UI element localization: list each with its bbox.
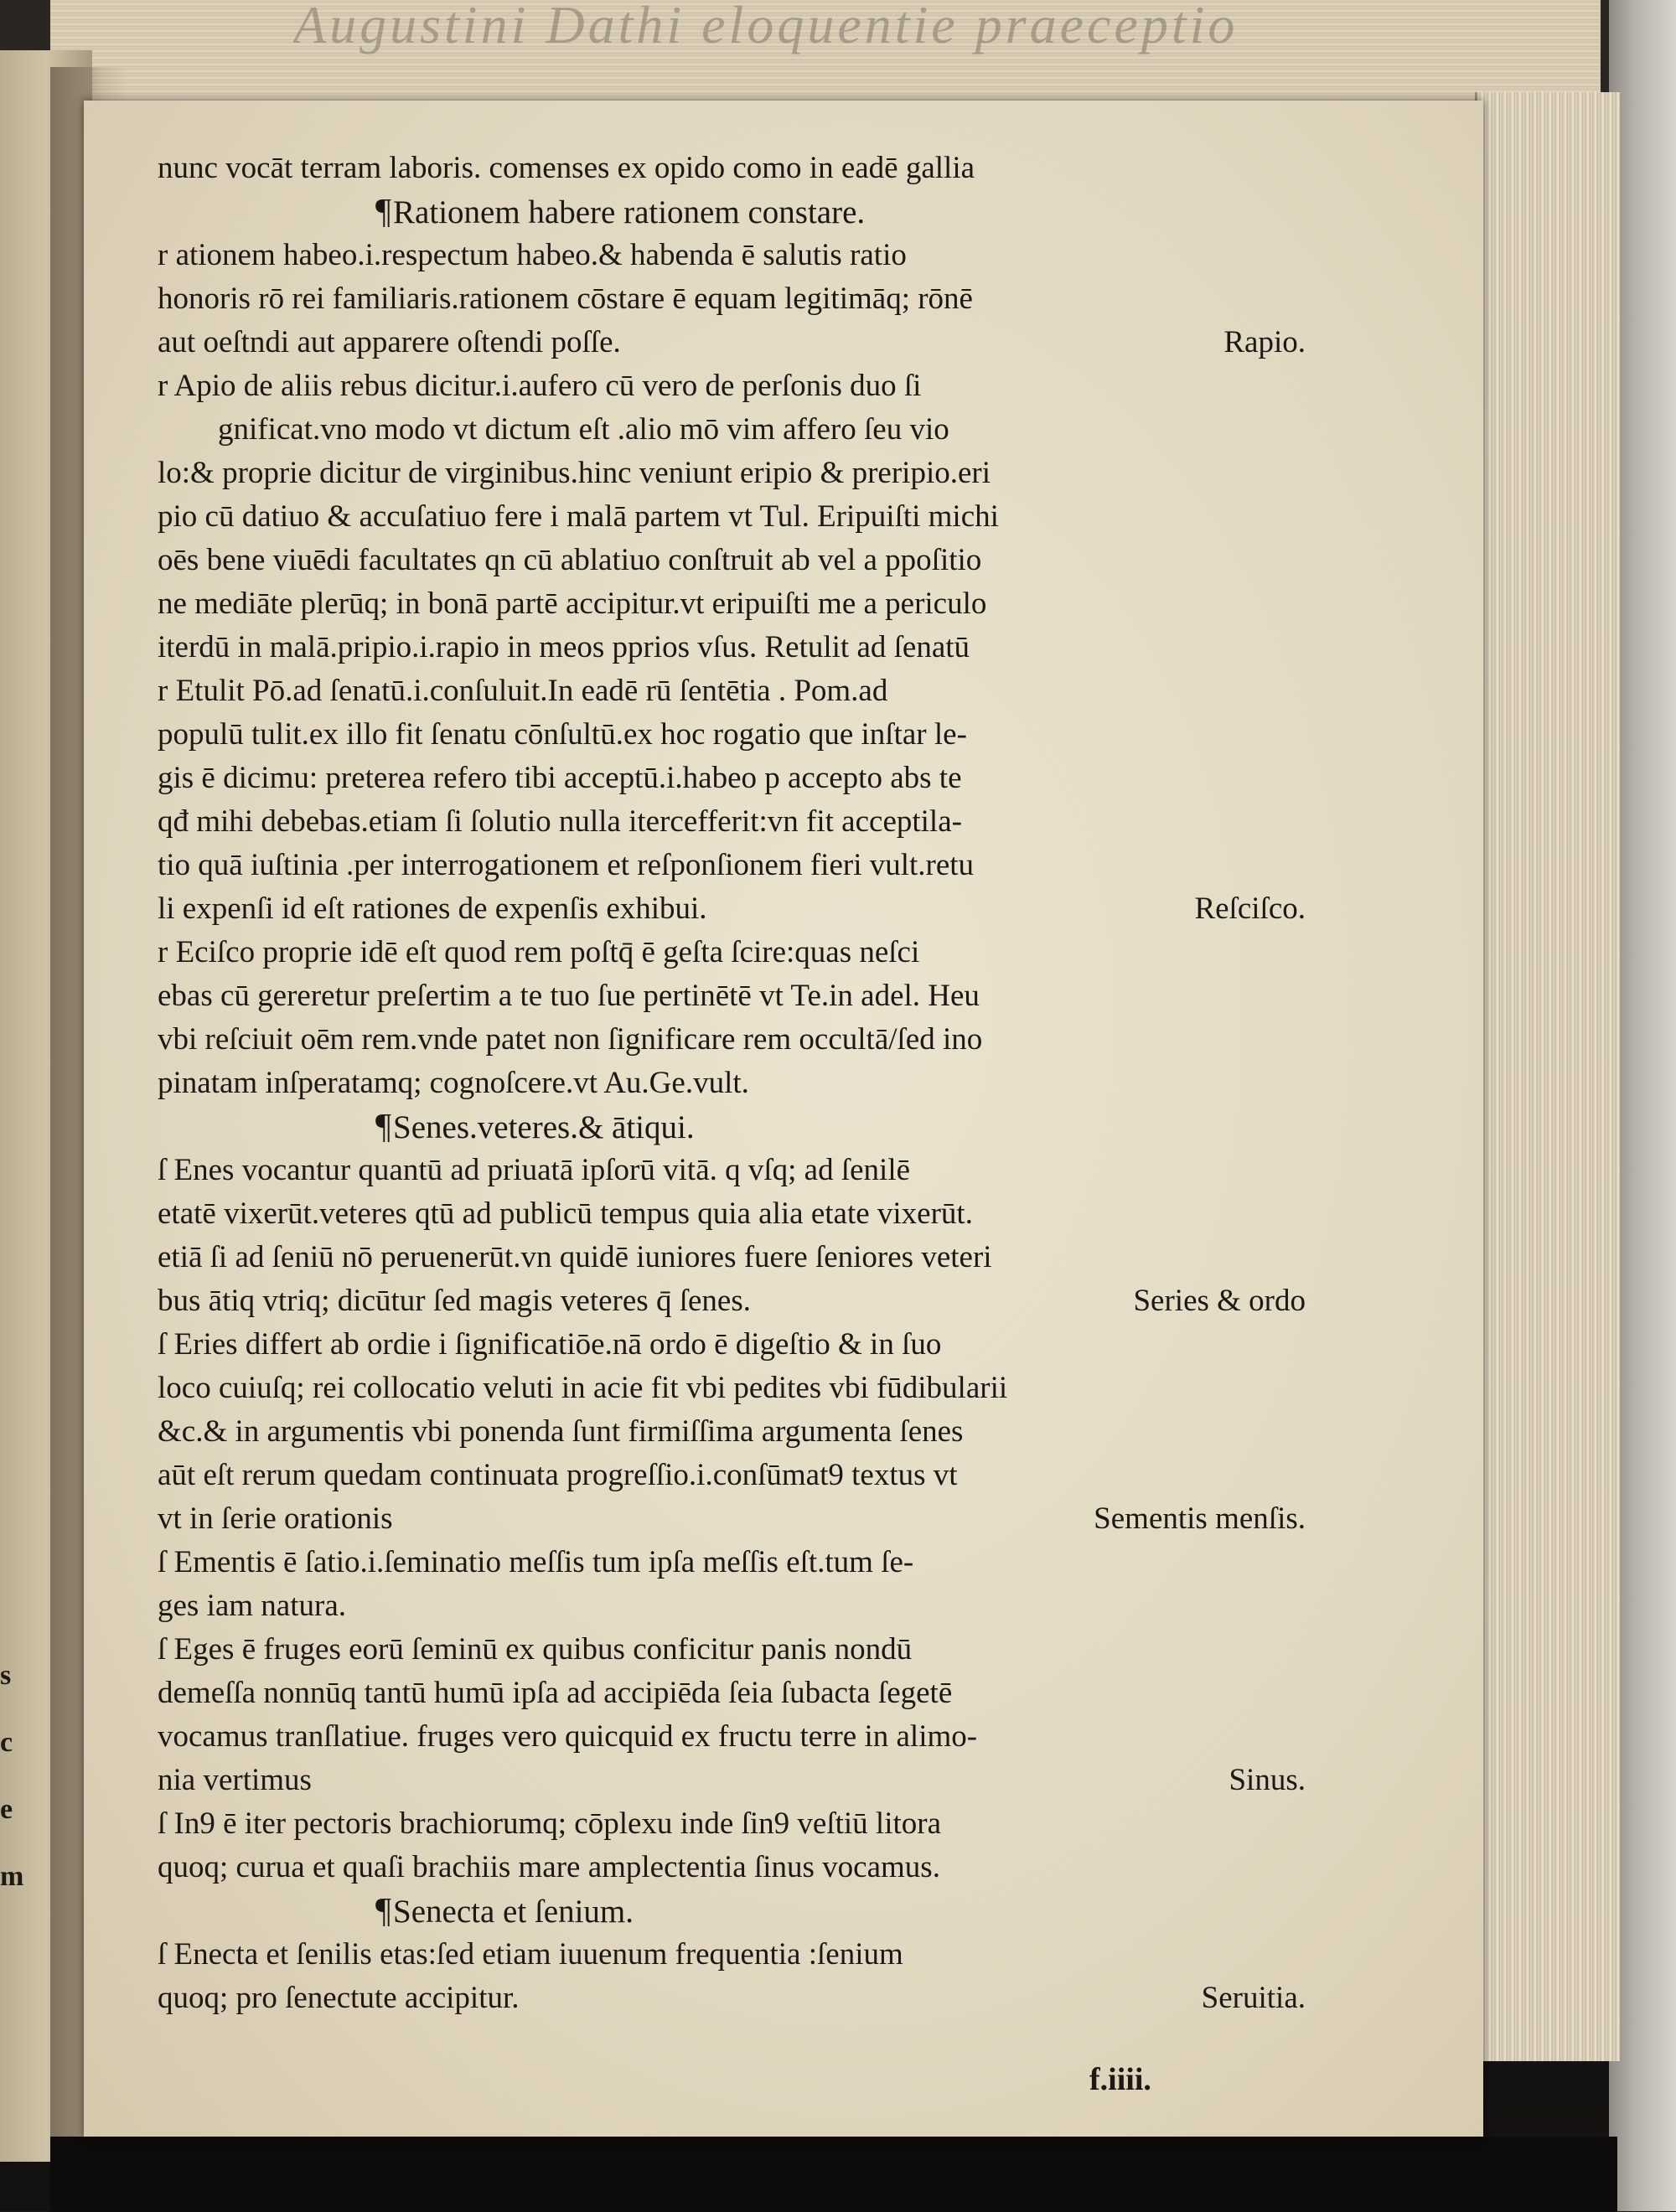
line-text: etatē vixerūt.veteres qtū ad publicū tempus quia alia etate vixerūt.	[158, 1196, 973, 1231]
text-line	[158, 757, 1322, 800]
running-heading: Sementis menſis.	[1094, 1501, 1306, 1536]
facing-letter: e	[0, 1794, 13, 1825]
bottom-shadow	[50, 2137, 1617, 2212]
top-edge-inscription: Augustini Dathi eloquentie praeceptio	[293, 0, 1239, 54]
book-fore-edge	[1475, 92, 1620, 2061]
line-text: vt in ſerie orationis	[158, 1501, 393, 1536]
line-text: iterdū in malā.pripio.i.rapio in meos pprios vſus. Retulit ad ſenatū	[158, 630, 970, 664]
section-heading	[158, 1889, 1322, 1933]
line-text: populū tulit.ex illo fit ſenatu cōnſultū.ex hoc rogatio que inſtar le-	[158, 717, 967, 752]
line-text: &c.& in argumentis vbi ponenda ſunt firmiſſima argumenta ſenes	[158, 1414, 964, 1449]
line-text: pio cū datiuo & accuſatiuo fere i malā partem vt Tul. Eripuiſti michi	[158, 499, 999, 534]
section-heading	[158, 1105, 1322, 1149]
text-line	[158, 669, 1322, 713]
line-text: oēs bene viuēdi facultates qn cū ablatiuo conſtruit ab vel a ppoſitio	[158, 543, 982, 577]
text-line	[158, 931, 1322, 974]
text-line	[158, 1062, 1322, 1105]
text-line	[158, 844, 1322, 887]
line-text: ebas cū gereretur preſertim a te tuo ſue pertinētē vt Te.in adel. Heu	[158, 979, 980, 1013]
running-heading: Rapio.	[1223, 325, 1306, 359]
line-text: tio quā iuſtinia .per interrogationem et reſponſionem fieri vult.retu	[158, 848, 975, 882]
running-heading: Seruitia.	[1201, 1981, 1306, 2015]
text-line	[158, 582, 1322, 626]
line-text: nia vertimus	[158, 1763, 312, 1797]
book-top-edge	[50, 0, 1601, 103]
line-text: r Apio de aliis rebus dicitur.i.aufero cū vero de perſonis duo ſi	[158, 369, 922, 403]
line-text: ſ Eges ē fruges eorū ſeminū ex quibus conficitur panis nondū	[158, 1632, 913, 1667]
line-text: ſ Ementis ē ſatio.i.ſeminatio meſſis tum ipſa meſſis eſt.tum ſe-	[158, 1545, 914, 1579]
line-text: loco cuiuſq; rei collocatio veluti in acie fit vbi pedites vbi fūdibularii	[158, 1371, 1008, 1405]
text-line	[158, 1933, 1322, 1977]
line-text: gnificat.vno modo vt dictum eſt .alio mō vim affero ſeu vio	[218, 412, 949, 447]
running-heading: Reſciſco.	[1194, 892, 1306, 926]
text-line	[158, 1977, 1322, 2020]
line-text: lo:& proprie dicitur de virginibus.hinc veniunt eripio & preripio.eri	[158, 456, 991, 490]
line-text: Rationem habere rationem constare.	[393, 194, 866, 230]
facing-letter: m	[0, 1861, 24, 1892]
running-heading: Sinus.	[1229, 1763, 1306, 1797]
text-line	[158, 1672, 1322, 1715]
text-line	[158, 974, 1322, 1018]
text-line	[158, 1628, 1322, 1672]
line-text: honoris rō rei familiaris.rationem cōstare ē equam legitimāq; rōnē	[158, 282, 973, 316]
text-block	[158, 147, 1322, 2020]
line-text: vocamus tranſlatiue. fruges vero quicquid ex fructu terre in alimo-	[158, 1719, 978, 1754]
line-text: vbi reſciuit oēm rem.vnde patet non ſignificare rem occultā/ſed ino	[158, 1022, 983, 1057]
text-line	[158, 1367, 1322, 1410]
text-line	[158, 1236, 1322, 1279]
line-text: ſ Enes vocantur quantū ad priuatā ipſorū vitā. q vſq; ad ſenilē	[158, 1153, 911, 1187]
text-line	[158, 1018, 1322, 1062]
line-text: r ationem habeo.i.respectum habeo.& habenda ē salutis ratio	[158, 238, 907, 272]
line-text: quoq; pro ſenectute accipitur.	[158, 1981, 520, 2015]
line-text: aūt eſt rerum quedam continuata progreſſio.i.conſūmat9 textus vt	[158, 1458, 958, 1492]
running-heading: Series & ordo	[1133, 1284, 1306, 1318]
line-text: r Etulit Pō.ad ſenatū.i.conſuluit.In eadē rū ſentētia . Pom.ad	[158, 674, 888, 708]
text-line	[158, 1802, 1322, 1846]
text-line	[158, 887, 1322, 931]
line-text: ſ Eries differt ab ordie i ſignificatiōe.nā ordo ē digeſtio & in ſuo	[158, 1327, 942, 1362]
text-line	[158, 277, 1322, 321]
text-line	[158, 408, 1322, 452]
line-text: quoq; curua et quaſi brachiis mare amplectentia ſinus vocamus.	[158, 1850, 940, 1884]
line-text: Senecta et ſenium.	[393, 1894, 634, 1930]
text-line	[158, 452, 1322, 495]
text-line	[158, 626, 1322, 669]
line-text: nunc vocāt terram laboris. comenses ex opido como in eadē gallia	[158, 151, 975, 185]
line-text: ſ Enecta et ſenilis etas:ſed etiam iuuenum frequentia :ſenium	[158, 1937, 903, 1972]
paragraph-mark-icon: ¶	[375, 1892, 391, 1930]
facing-page-letters	[0, 1642, 25, 1910]
text-line	[158, 1846, 1322, 1889]
signature-mark: f.iiii.	[1089, 2062, 1151, 2097]
line-text: li expenſi id eſt rationes de expenſis exhibui.	[158, 892, 707, 926]
text-line	[158, 364, 1322, 408]
line-text: ne mediāte plerūq; in bonā partē accipitur.vt eripuiſti me a periculo	[158, 587, 987, 621]
text-line	[158, 1584, 1322, 1628]
text-line	[158, 1279, 1322, 1323]
text-line	[158, 321, 1322, 364]
text-line	[158, 1323, 1322, 1367]
paragraph-mark-icon: ¶	[375, 193, 391, 231]
line-text: bus ātiq vtriq; dicūtur ſed magis veteres q̄ ſenes.	[158, 1284, 751, 1318]
line-text: gis ē dicimu: preterea refero tibi acceptū.i.habeo p accepto abs te	[158, 761, 962, 795]
line-text: ſ In9 ē iter pectoris brachiorumq; cōplexu inde ſin9 veſtiū litora	[158, 1806, 942, 1841]
text-line	[158, 1192, 1322, 1236]
text-line	[158, 495, 1322, 539]
facing-letter: s	[0, 1660, 12, 1691]
line-text: Senes.veteres.& ātiqui.	[393, 1109, 695, 1145]
text-line	[158, 800, 1322, 844]
text-line	[158, 147, 1322, 190]
line-text: pinatam inſperatamq; cognoſcere.vt Au.Ge.vult.	[158, 1066, 749, 1100]
book-page	[84, 101, 1483, 2137]
text-line	[158, 1759, 1322, 1802]
text-line	[158, 234, 1322, 277]
paragraph-mark-icon: ¶	[375, 1108, 391, 1146]
facing-letter: c	[0, 1727, 13, 1758]
line-text: demeſſa nonnūq tantū humū ipſa ad accipiēda ſeia ſubacta ſegetē	[158, 1676, 953, 1710]
line-text: etiā ſi ad ſeniū nō peruenerūt.vn quidē iuniores fuere ſeniores veteri	[158, 1240, 992, 1274]
line-text: qđ mihi debebas.etiam ſi ſolutio nulla itercefferit:vn fit acceptila-	[158, 804, 962, 839]
text-line	[158, 1454, 1322, 1497]
text-line	[158, 1497, 1322, 1541]
text-line	[158, 1541, 1322, 1584]
text-line	[158, 713, 1322, 757]
line-text: ges iam natura.	[158, 1589, 346, 1623]
text-line	[158, 1715, 1322, 1759]
text-line	[158, 539, 1322, 582]
section-heading	[158, 190, 1322, 234]
text-line	[158, 1149, 1322, 1192]
text-line	[158, 1410, 1322, 1454]
line-text: r Eciſco proprie idē eſt quod rem poſtq̄ ē geſta ſcire:quas neſci	[158, 935, 920, 969]
line-text: aut oeſtndi aut apparere oſtendi poſſe.	[158, 325, 621, 359]
